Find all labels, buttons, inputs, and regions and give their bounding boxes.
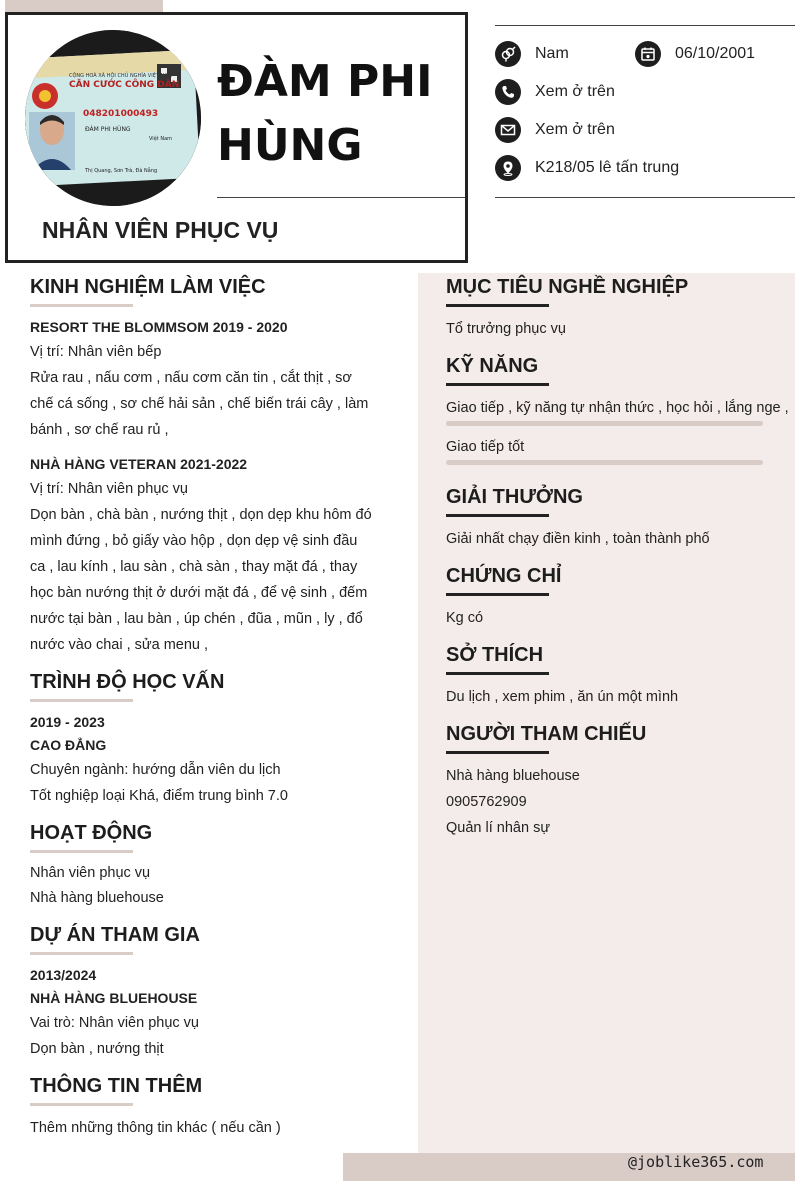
phone-icon: [495, 79, 521, 105]
hobbies-title-underline: [446, 672, 549, 675]
activities-title-underline: [30, 850, 133, 853]
skills-title-underline: [446, 383, 549, 386]
job-1-desc-line: bánh , sơ chế rau rủ ,: [30, 422, 169, 438]
skill-item: Giao tiếp tốt: [446, 439, 525, 455]
references-title: NGƯỜI THAM CHIẾU: [446, 723, 647, 745]
job-1-position: Vị trí: Nhân viên bếp: [30, 344, 162, 360]
projects-title-underline: [30, 952, 133, 955]
additional-info-text: Thêm những thông tin khác ( nếu cần ): [30, 1120, 281, 1136]
education-major: Chuyên ngành: hướng dẫn viên du lịch: [30, 762, 281, 778]
objective-title-underline: [446, 304, 549, 307]
additional-info-title-underline: [30, 1103, 133, 1106]
card-title: CĂN CƯỚC CÔNG DÂN: [69, 80, 180, 90]
card-place: Thị Quang, Sơn Trà, Đà Nẵng: [85, 168, 158, 174]
address-value: K218/05 lê tấn trung: [535, 159, 680, 176]
job-2-desc-line: ca , lau kính , lau sàn , chà sàn , thay mặt đá , thay: [30, 559, 358, 575]
name-line-1: ĐÀM PHI: [217, 56, 433, 107]
name-line-2: HÙNG: [217, 120, 363, 171]
project-name: NHÀ HÀNG BLUEHOUSE: [30, 990, 198, 1006]
card-name: ĐÀM PHI HÙNG: [85, 126, 131, 133]
reference-line: Nhà hàng bluehouse: [446, 768, 580, 784]
job-2-desc-line: học bàn nướng thịt ở dưới mặt đá , để vệ sinh , đếm: [30, 585, 368, 601]
name-divider: [217, 197, 465, 198]
additional-info-title: THÔNG TIN THÊM: [30, 1075, 203, 1097]
email-value: Xem ở trên: [535, 121, 615, 138]
job-2-position: Vị trí: Nhân viên phục vụ: [30, 481, 188, 497]
skill-item: Giao tiếp , kỹ năng tự nhận thức , học hỏi , lắng nge ,: [446, 400, 789, 416]
references-title-underline: [446, 751, 549, 754]
certificates-text: Kg có: [446, 610, 484, 626]
contact-email: [495, 117, 615, 143]
dob-value: 06/10/2001: [675, 45, 756, 62]
activity-line: Nhân viên phục vụ: [30, 865, 151, 881]
activities-title: HOẠT ĐỘNG: [30, 822, 153, 844]
objective-text: Tổ trưởng phục vụ: [446, 321, 566, 337]
skill-bar: [446, 421, 763, 426]
avatar: [25, 30, 201, 206]
card-header-text: CỘNG HOÀ XÃ HỘI CHỦ NGHĨA VIỆT NAM: [69, 73, 172, 79]
card-nationality: Việt Nam: [149, 136, 173, 142]
contact-phone: [495, 79, 615, 105]
contact-address: [495, 155, 679, 181]
contact-dob: [635, 41, 755, 67]
certificates-title: CHỨNG CHỈ: [446, 565, 562, 587]
hobbies-text: Du lịch , xem phim , ăn ún một mình: [446, 689, 679, 705]
education-years: 2019 - 2023: [30, 714, 105, 730]
contact-gender: [495, 41, 569, 67]
education-title-underline: [30, 699, 133, 702]
objective-title: MỤC TIÊU NGHỀ NGHIỆP: [446, 276, 689, 298]
activity-line: Nhà hàng bluehouse: [30, 890, 164, 906]
education-school: CAO ĐẲNG: [30, 737, 107, 753]
skills-title: KỸ NĂNG: [446, 355, 539, 377]
footer-watermark: @joblike365.com: [628, 1153, 764, 1171]
calendar-icon: [635, 41, 661, 67]
job-2-desc-line: nước vào chai , sửa menu ,: [30, 637, 209, 653]
hobbies-title: SỞ THÍCH: [446, 644, 544, 666]
job-1-company: RESORT THE BLOMMSOM 2019 - 2020: [30, 319, 288, 335]
job-2-desc-line: Dọn bàn , chà bàn , nướng thịt , dọn dẹp khu hôm đó: [30, 507, 372, 523]
job-2-desc-line: mình đứng , bỏ giấy vào hộp , dọn dẹp vệ sinh đầu: [30, 533, 358, 549]
reference-line: Quản lí nhân sự: [446, 820, 551, 836]
project-role: Vai trò: Nhân viên phục vụ: [30, 1015, 199, 1031]
reference-line: 0905762909: [446, 794, 527, 810]
job-1-desc-line: Rửa rau , nấu cơm , nấu cơm căn tin , cắt thịt , sơ: [30, 370, 352, 386]
gender-value: Nam: [535, 45, 569, 62]
awards-title-underline: [446, 514, 549, 517]
education-grade: Tốt nghiệp loại Khá, điểm trung bình 7.0: [30, 788, 288, 804]
location-pin-icon: [495, 155, 521, 181]
card-number: 048201000493: [83, 109, 159, 119]
project-years: 2013/2024: [30, 967, 97, 983]
certificates-title-underline: [446, 593, 549, 596]
envelope-icon: [495, 117, 521, 143]
skill-bar: [446, 460, 763, 465]
projects-title: DỰ ÁN THAM GIA: [30, 924, 200, 946]
job-2-company: NHÀ HÀNG VETERAN 2021-2022: [30, 456, 248, 472]
awards-text: Giải nhất chạy điền kinh , toàn thành phố: [446, 531, 710, 547]
experience-title: KINH NGHIỆM LÀM VIỆC: [30, 276, 266, 298]
job-2-desc-line: nước tại bàn , lau bàn , úp chén , đũa , mũn , ly , đổ: [30, 611, 363, 627]
full-name: [217, 50, 457, 178]
gender-icon: [495, 41, 521, 67]
job-1-desc-line: chế cá sống , sơ chế hải sản , chế biến trái cây , làm: [30, 396, 369, 412]
awards-title: GIẢI THƯỞNG: [446, 486, 583, 508]
project-desc: Dọn bàn , nướng thịt: [30, 1041, 164, 1057]
job-title: NHÂN VIÊN PHỤC VỤ: [42, 217, 279, 243]
experience-title-underline: [30, 304, 133, 307]
phone-value: Xem ở trên: [535, 83, 615, 100]
education-title: TRÌNH ĐỘ HỌC VẤN: [30, 671, 225, 693]
